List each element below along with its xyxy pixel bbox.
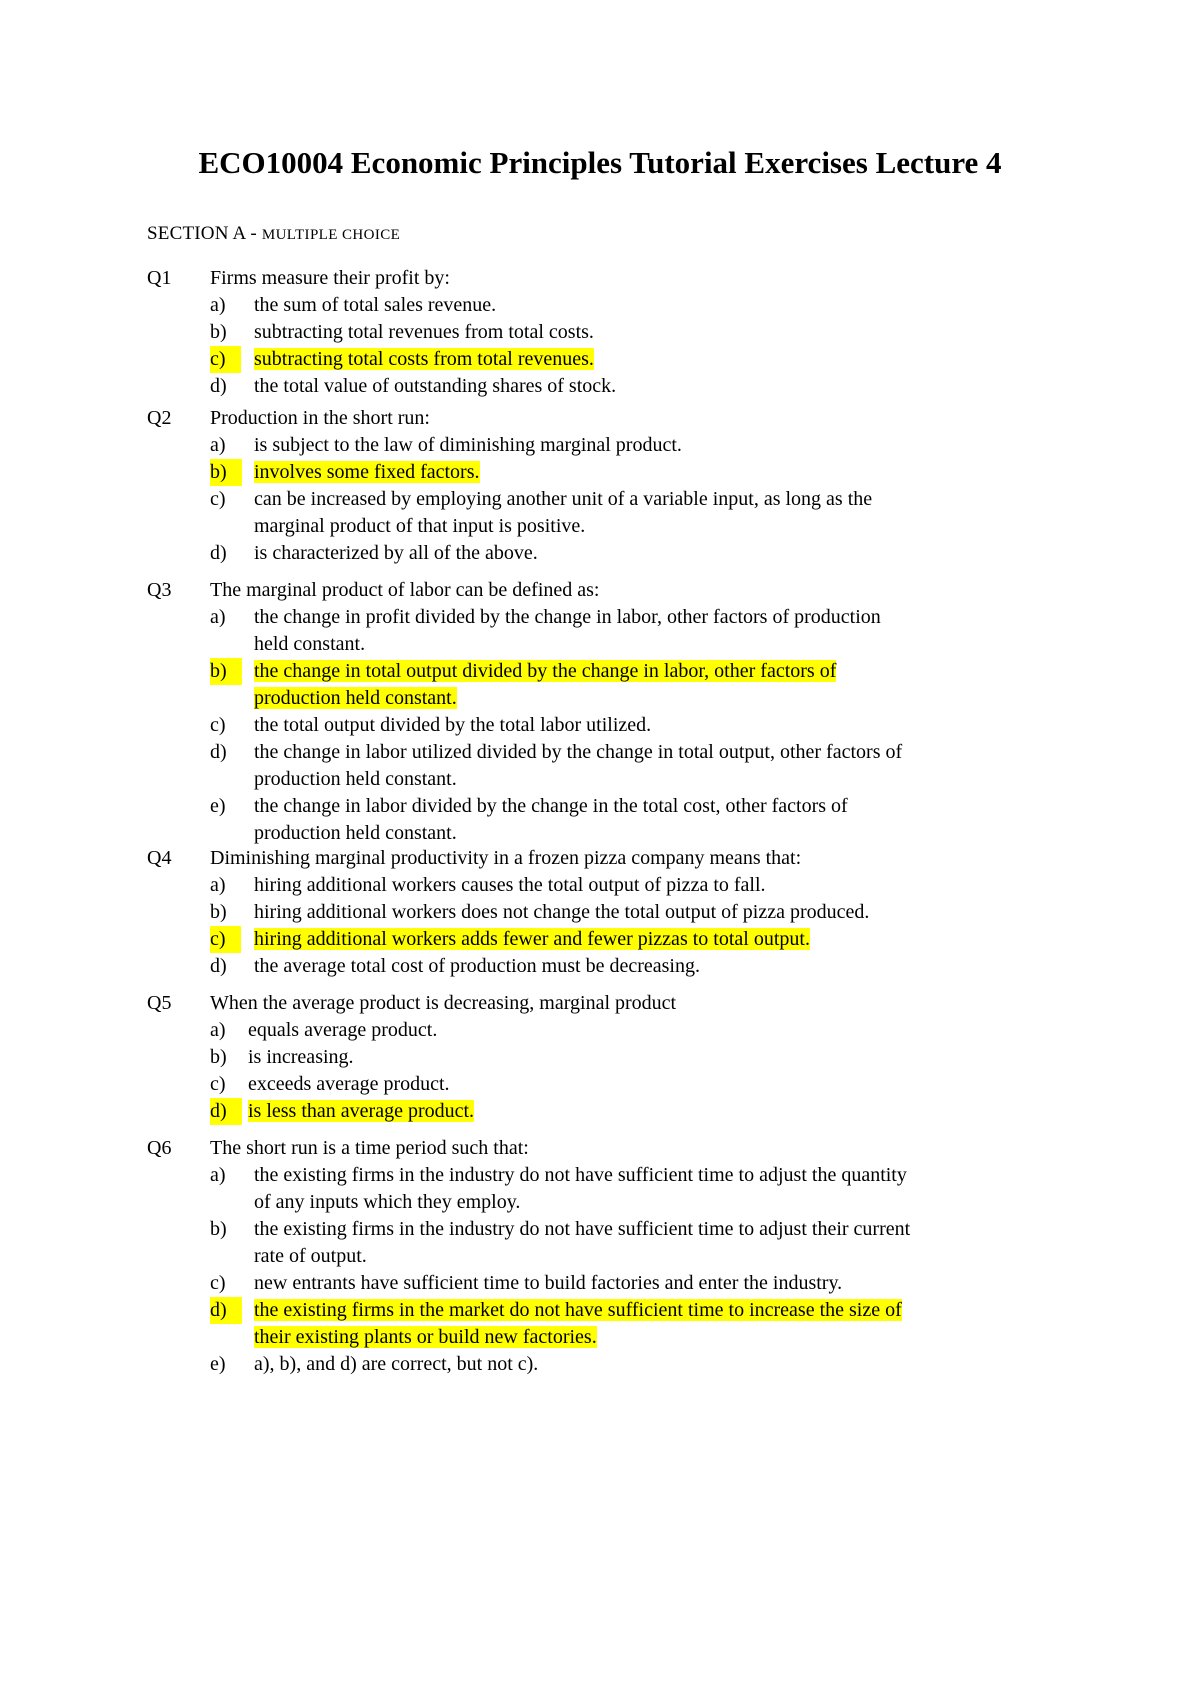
option-a — [147, 872, 1067, 899]
section-heading — [147, 223, 400, 245]
option-text — [254, 346, 594, 373]
option-text — [254, 953, 700, 980]
option-b — [147, 319, 1067, 346]
option-label: c) — [210, 488, 226, 510]
question-number: Q2 — [147, 407, 172, 429]
option-a — [147, 432, 1067, 459]
option-text — [254, 1270, 842, 1297]
option-text — [254, 486, 872, 540]
option-line: is characterized by all of the above. — [254, 542, 538, 564]
option-line: hiring additional workers does not change the total output of pizza produced. — [254, 901, 870, 923]
option-d — [147, 953, 1067, 980]
option-label: b) — [210, 901, 227, 923]
question-header — [147, 265, 1067, 292]
option-text — [254, 658, 836, 712]
highlighted-answer-line: the change in total output divided by the change in labor, other factors of — [254, 660, 837, 682]
option-c — [147, 712, 1067, 739]
option-line: the sum of total sales revenue. — [254, 294, 497, 316]
option-text — [254, 540, 538, 567]
option-text — [254, 432, 682, 459]
option-line: is increasing. — [248, 1046, 354, 1068]
option-c — [147, 926, 1067, 953]
option-label: c) — [210, 1073, 226, 1095]
option-line: subtracting total revenues from total costs. — [254, 321, 594, 343]
question-2 — [147, 405, 1067, 564]
option-label: d) — [210, 1297, 242, 1324]
option-line: production held constant. — [254, 768, 457, 790]
option-label: b) — [210, 321, 227, 343]
document-title: ECO10004 Economic Principles Tutorial Exercises Lecture 4 — [198, 145, 1002, 180]
question-number: Q5 — [147, 992, 172, 1014]
option-text — [254, 899, 869, 926]
option-label: d) — [210, 1098, 242, 1125]
highlighted-answer-line: their existing plants or build new factories. — [254, 1326, 597, 1348]
option-b — [147, 658, 1067, 712]
option-e — [147, 793, 1067, 847]
option-line: new entrants have sufficient time to build factories and enter the industry. — [254, 1272, 843, 1294]
option-line: can be increased by employing another unit of a variable input, as long as the — [254, 488, 873, 510]
option-c — [147, 1270, 1067, 1297]
option-text — [254, 926, 810, 953]
option-line: marginal product of that input is positive. — [254, 515, 586, 537]
question-6 — [147, 1135, 1067, 1375]
option-label: d) — [210, 955, 227, 977]
option-line: the change in profit divided by the change in labor, other factors of production — [254, 606, 881, 628]
option-text — [254, 1351, 538, 1378]
highlighted-answer-line: is less than average product. — [248, 1100, 475, 1122]
highlighted-answer-line: hiring additional workers adds fewer and fewer pizzas to total output. — [254, 928, 810, 950]
option-line: exceeds average product. — [248, 1073, 450, 1095]
option-d — [147, 1297, 1067, 1351]
question-header — [147, 405, 1067, 432]
option-label: b) — [210, 459, 242, 486]
option-line: the change in labor divided by the change in the total cost, other factors of — [254, 795, 848, 817]
section-prefix: SECTION A - — [147, 223, 262, 244]
option-label: e) — [210, 795, 226, 817]
option-text — [248, 1044, 354, 1071]
question-number: Q1 — [147, 267, 172, 289]
option-text — [254, 292, 496, 319]
option-label: e) — [210, 1353, 226, 1375]
option-label: d) — [210, 741, 227, 763]
option-d — [147, 739, 1067, 793]
option-text — [248, 1017, 437, 1044]
option-e — [147, 1351, 1067, 1378]
highlighted-answer-line: involves some fixed factors. — [254, 461, 480, 483]
option-d — [147, 540, 1067, 567]
option-a — [147, 1162, 1067, 1216]
option-text — [254, 319, 594, 346]
option-line: held constant. — [254, 633, 366, 655]
option-label: d) — [210, 542, 227, 564]
question-text: Diminishing marginal productivity in a frozen pizza company means that: — [210, 847, 802, 869]
option-line: the change in labor utilized divided by the change in total output, other factors of — [254, 741, 903, 763]
question-header — [147, 845, 1067, 872]
question-header — [147, 577, 1067, 604]
option-line: the average total cost of production must be decreasing. — [254, 955, 700, 977]
option-label: b) — [210, 1046, 227, 1068]
option-line: the existing firms in the industry do not have sufficient time to adjust their current — [254, 1218, 911, 1240]
option-text — [254, 739, 902, 793]
option-label: a) — [210, 1164, 226, 1186]
option-text — [254, 712, 651, 739]
option-line: the total output divided by the total labor utilized. — [254, 714, 652, 736]
option-a — [147, 292, 1067, 319]
option-label: c) — [210, 1272, 226, 1294]
question-number: Q4 — [147, 847, 172, 869]
option-a — [147, 604, 1067, 658]
option-line: a), b), and d) are correct, but not c). — [254, 1353, 539, 1375]
option-line: rate of output. — [254, 1245, 367, 1267]
question-text: The marginal product of labor can be defined as: — [210, 579, 600, 601]
section-name: MULTIPLE CHOICE — [261, 227, 401, 243]
question-number: Q6 — [147, 1137, 172, 1159]
question-text: The short run is a time period such that: — [210, 1137, 529, 1159]
question-header — [147, 1135, 1067, 1162]
option-line: production held constant. — [254, 822, 457, 844]
option-line: the existing firms in the industry do not have sufficient time to adjust the quantity — [254, 1164, 907, 1186]
option-c — [147, 1071, 1067, 1098]
option-d — [147, 373, 1067, 400]
option-line: the total value of outstanding shares of stock. — [254, 375, 617, 397]
option-line: is subject to the law of diminishing marginal product. — [254, 434, 682, 456]
option-text — [254, 1216, 910, 1270]
question-text: Production in the short run: — [210, 407, 430, 429]
option-b — [147, 899, 1067, 926]
option-c — [147, 346, 1067, 373]
option-label: a) — [210, 434, 226, 456]
option-b — [147, 1044, 1067, 1071]
highlighted-answer-line: subtracting total costs from total revenues. — [254, 348, 594, 370]
option-label: a) — [210, 1019, 226, 1041]
option-text — [254, 604, 881, 658]
option-text — [254, 1297, 902, 1351]
option-a — [147, 1017, 1067, 1044]
option-text — [254, 872, 766, 899]
question-3 — [147, 577, 1067, 844]
option-label: a) — [210, 606, 226, 628]
question-number: Q3 — [147, 579, 172, 601]
option-b — [147, 1216, 1067, 1270]
question-5 — [147, 990, 1067, 1122]
option-line: equals average product. — [248, 1019, 438, 1041]
option-label: d) — [210, 375, 227, 397]
option-line: of any inputs which they employ. — [254, 1191, 521, 1213]
question-header — [147, 990, 1067, 1017]
option-text — [254, 793, 848, 847]
option-text — [254, 1162, 907, 1216]
highlighted-answer-line: the existing firms in the market do not have sufficient time to increase the size of — [254, 1299, 902, 1321]
option-line: hiring additional workers causes the total output of pizza to fall. — [254, 874, 766, 896]
question-text: When the average product is decreasing, marginal product — [210, 992, 677, 1014]
highlighted-answer-line: production held constant. — [254, 687, 457, 709]
option-label: c) — [210, 926, 241, 953]
option-text — [254, 459, 480, 486]
question-1 — [147, 265, 1067, 397]
option-text — [248, 1071, 450, 1098]
option-label: a) — [210, 874, 226, 896]
option-label: b) — [210, 1218, 227, 1240]
option-label: c) — [210, 714, 226, 736]
option-text — [248, 1098, 474, 1125]
question-4 — [147, 845, 1067, 977]
option-label: b) — [210, 658, 242, 685]
option-label: a) — [210, 294, 226, 316]
question-text: Firms measure their profit by: — [210, 267, 450, 289]
option-c — [147, 486, 1067, 540]
option-b — [147, 459, 1067, 486]
option-d — [147, 1098, 1067, 1125]
option-text — [254, 373, 616, 400]
option-label: c) — [210, 346, 241, 373]
